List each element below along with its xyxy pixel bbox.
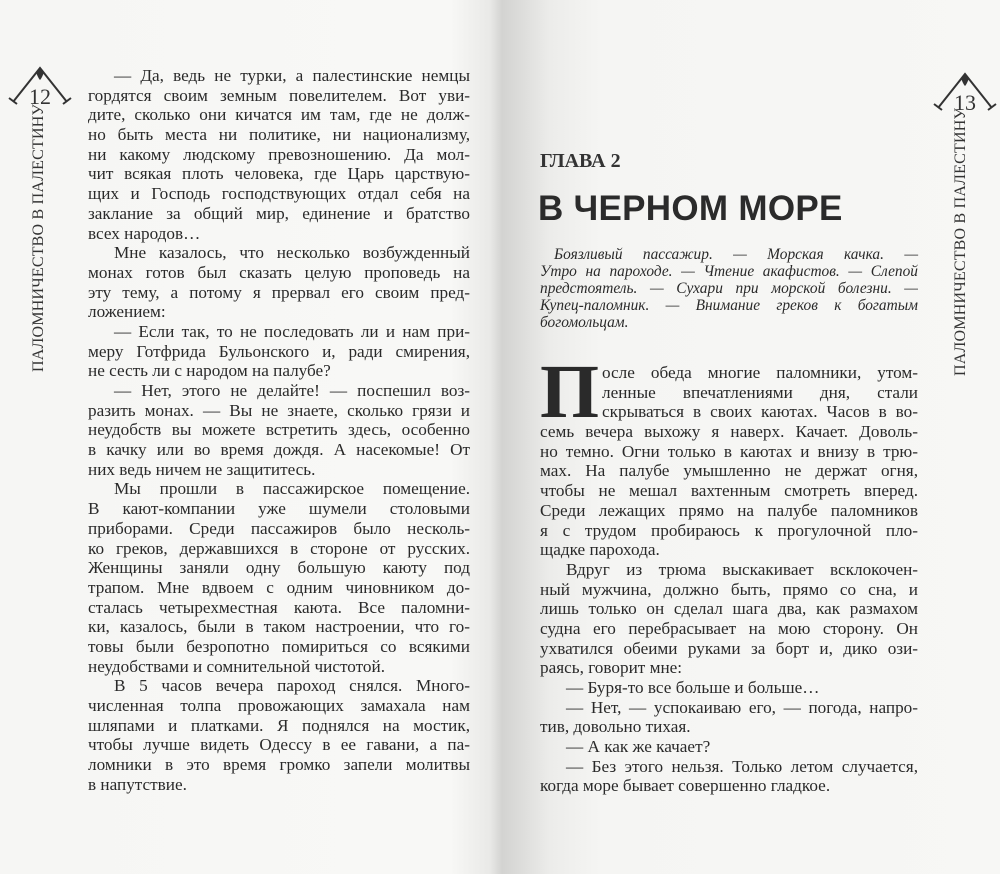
paragraph: [540, 560, 918, 678]
text-line: тив, довольно тихая.: [540, 717, 691, 737]
paragraph: [88, 479, 470, 676]
text-line: гордятся своим земным повелителем. Вот уви-: [88, 85, 470, 105]
chapter-title: В ЧЕРНОМ МОРЕ: [538, 189, 843, 228]
text-line: эту тему, а потому я прервал его своим пред-: [88, 282, 470, 302]
text-line: ломники в это время громко запели молитвы: [88, 755, 470, 775]
paragraph: [540, 757, 918, 796]
text-line: мах. На палубе умышленно не держат огня,: [540, 461, 918, 481]
text-line: чтобы не мешал вахтенным смотреть вперед.: [540, 481, 918, 501]
page-number: 13: [954, 90, 976, 115]
text-line: судна его перебрасывает на мою сторону. Он: [540, 618, 918, 638]
text-line: — Без этого нельзя. Только летом случается,: [566, 756, 918, 776]
text-line: — А как же качает?: [566, 737, 711, 757]
text-line: чтобы лучше видеть Одессу в ее гавани, а па-: [88, 735, 470, 755]
text-line: них ведь ничем не защититесь.: [88, 459, 316, 479]
text-line: шляпами и платками. Я поднялся на мостик,: [88, 715, 470, 735]
text-line: не сесть ли с народом на палубе?: [88, 361, 331, 381]
text-line: ни какому людскому превозношению. Да мол-: [88, 144, 470, 164]
summary-line: Утро на пароходе. — Чтение акафистов. — Слепой: [540, 263, 918, 280]
text-line: ленные впечатлениями дня, стали: [602, 382, 918, 402]
text-line: численная толпа провожающих замахала нам: [88, 696, 470, 715]
text-line: товы были безропотно помириться со всякими: [88, 636, 470, 656]
text-line: приборами. Среди пассажиров было несколь-: [88, 518, 470, 538]
text-line: — Нет, — успокаиваю его, — погода, напро-: [566, 697, 918, 717]
text-line: в качку или во время дождя. А насекомые! От: [88, 440, 470, 460]
text-line: когда море бывает совершенно гладкое.: [540, 776, 831, 796]
text-line: скрываться в своих каютах. Часов в во-: [602, 402, 918, 422]
text-line: В 5 часов вечера пароход снялся. Много-: [114, 676, 470, 696]
text-line: сталась четырехместная каюта. Все паломни-: [88, 597, 470, 617]
text-line: чит всякая плоть человека, где Царь царствую-: [88, 164, 470, 184]
text-line: лишь только он сделал шага два, как размахом: [540, 599, 918, 619]
paragraph: [540, 698, 918, 737]
summary-line: Боязливый пассажир. — Морская качка. —: [554, 246, 918, 263]
text-line: в напутствие.: [88, 774, 187, 794]
text-line: но быть места ни политике, ни национализму,: [88, 125, 470, 145]
paragraph: [88, 381, 470, 479]
summary-line: богомольцам.: [540, 314, 629, 331]
text-line: меру Готфрида Бульонского и, ради смирения,: [88, 341, 470, 361]
drop-cap: П: [540, 350, 600, 434]
text-line: дите, сколько они кичатся им там, где не долж-: [88, 105, 470, 125]
text-line: ко греков, державшихся в стороне от русских.: [88, 538, 470, 558]
text-line: Мы прошли в пассажирское помещение.: [114, 479, 470, 499]
text-line: — Нет, этого не делайте! — поспешил воз-: [114, 381, 470, 400]
text-line: щадке парохода.: [540, 540, 660, 560]
paragraph: [540, 678, 918, 698]
text-line: В кают-компании уже шумели столовыми: [88, 499, 470, 519]
text-line: Среди лежащих прямо на палубе паломников: [540, 500, 918, 520]
chapter-label: ГЛАВА 2: [540, 150, 621, 172]
running-head: ПАЛОМНИЧЕСТВО В ПАЛЕСТИНУ: [30, 104, 47, 372]
running-head: ПАЛОМНИЧЕСТВО В ПАЛЕСТИНУ: [952, 108, 969, 376]
text-line: я с трудом пробираюсь к прогулочной пло-: [540, 520, 918, 540]
text-line: семь вечера выхожу я наверх. Качает. Доволь-: [540, 422, 918, 442]
text-line: всех народов…: [88, 223, 201, 243]
paragraph: [540, 363, 918, 560]
text-line: ложением:: [88, 302, 166, 322]
summary-line: Купец-паломник. — Внимание греков к богатым: [540, 297, 918, 314]
summary-line: предстоятель. — Сухари при морской болезни. —: [540, 280, 918, 297]
text-line: — Если так, то не последовать ли и нам при-: [114, 321, 470, 341]
chapter-summary: [540, 246, 918, 331]
text-line: Женщины заняли одну большую каюту под: [88, 558, 470, 578]
left-body-text: [88, 66, 470, 794]
text-line: Мне казалось, что несколько возбужденный: [114, 243, 470, 263]
text-line: ки, казалось, были в таком настроении, что го-: [88, 617, 470, 637]
text-line: осле обеда многие паломники, утом-: [602, 363, 918, 382]
paragraph: [88, 243, 470, 322]
paragraph: [88, 676, 470, 794]
text-line: — Да, ведь не турки, а палестинские немцы: [114, 66, 470, 85]
text-line: — Буря-то все больше и больше…: [566, 678, 820, 697]
text-line: щих и Господь господствующих отдал себя на: [88, 184, 470, 204]
text-line: заклание за общий мир, единение и братство: [88, 203, 470, 223]
text-line: монах готов был сказать целую проповедь на: [88, 262, 470, 282]
text-line: неудобствами и сомнительной чистотой.: [88, 656, 386, 676]
text-line: ный мужчина, должно быть, прямо со сна, и: [540, 579, 918, 599]
text-line: ухватился обеими руками за борт и, дико ози-: [540, 638, 918, 658]
page-number: 12: [29, 84, 51, 109]
text-line: Вдруг из трюма выскакивает всклокочен-: [566, 559, 918, 579]
paragraph: [540, 737, 918, 757]
text-line: раясь, говорит мне:: [540, 658, 683, 678]
text-line: но темно. Огни только в каютах и внизу в трю-: [540, 441, 918, 461]
text-line: разить монах. — Вы не знаете, сколько грязи и: [88, 400, 470, 420]
paragraph: [88, 66, 470, 243]
right-body-text: [540, 363, 918, 796]
text-line: трапом. Мне вдвоем с одним чиновником до-: [88, 577, 470, 597]
paragraph: [88, 322, 470, 381]
text-line: неудобств вы можете встретить здесь, особенно: [88, 420, 470, 440]
